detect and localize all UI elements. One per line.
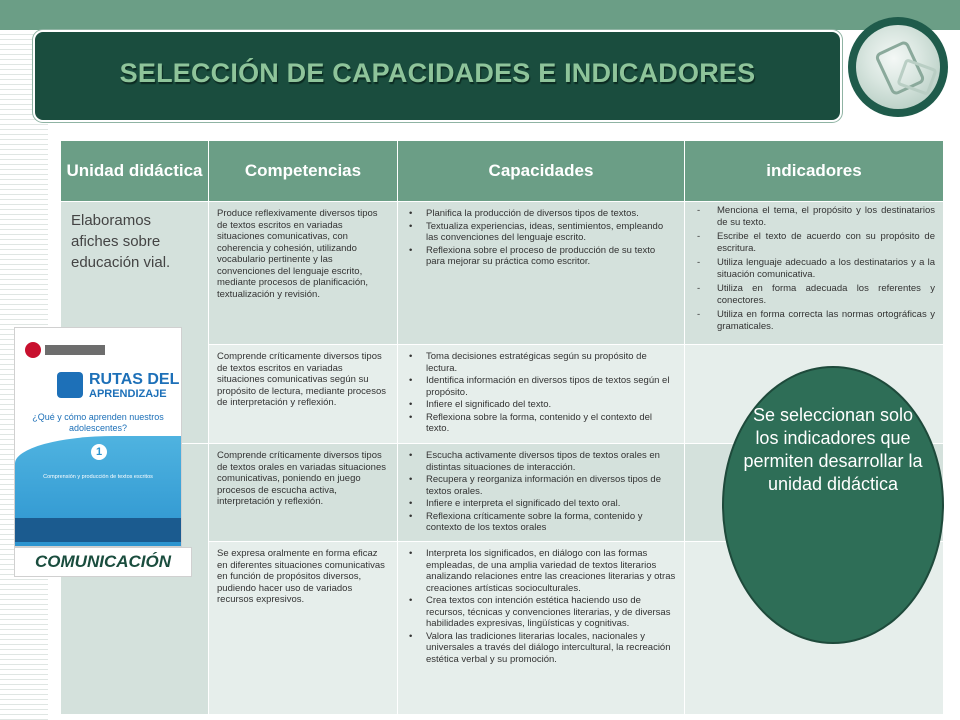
- capacidad-item: • Identifica información en diversos tipos de textos según el propósito.: [426, 375, 676, 398]
- indicador-item: - Utiliza en forma correcta las normas ortográficas y gramaticales.: [717, 309, 935, 332]
- book-number: 1: [91, 444, 107, 460]
- capacidad-item: • Crea textos con intención estética haciendo uso de recursos, técnicas y convenciones literarias, y de diversas habilidades expresivas, lingüísticas y cognitivas.: [426, 595, 676, 630]
- peru-shield-icon: [25, 342, 41, 358]
- header-unidad: Unidad didáctica: [61, 141, 209, 202]
- indicadores-cell: [685, 202, 944, 345]
- top-band: [0, 0, 960, 30]
- indicador-item: - Utiliza en forma adecuada los referentes y conectores.: [717, 283, 935, 306]
- unidad-cell: Elaboramos afiches sobre educación vial.: [61, 202, 209, 444]
- capacidades-cell: [398, 542, 685, 715]
- callout-text: Se seleccionan solo los indicadores que permiten desarrollar la unidad didáctica: [743, 405, 923, 494]
- circle-logo-icon: [848, 17, 948, 117]
- callout-bubble: [722, 366, 944, 644]
- book-title-line2: APRENDIZAJE: [89, 388, 167, 400]
- indicador-item: - Escribe el texto de acuerdo con su propósito de escritura.: [717, 231, 935, 254]
- competencia-cell: Se expresa oralmente en forma eficaz en diferentes situaciones comunicativas en función de propósitos diversos, pudiendo hacer uso de variados recursos expresivos.: [209, 542, 398, 715]
- capacidades-cell: [398, 345, 685, 444]
- capacidad-item: • Infiere e interpreta el significado del texto oral.: [426, 498, 676, 510]
- competencia-cell: Produce reflexivamente diversos tipos de textos escritos en variadas situaciones comunicativas, con coherencia y cohesión, utilizando vocabulario pertinente y las convenciones del lenguaje escrito, mediante procesos de planificación, textualización y revisión.: [209, 202, 398, 345]
- capacidad-item: • Valora las tradiciones literarias locales, nacionales y universales a través del diálogo intercultural, la recreación estética verbal y su promoción.: [426, 631, 676, 666]
- capacidad-item: • Planifica la producción de diversos tipos de textos.: [426, 208, 676, 220]
- slide-title: SELECCIÓN DE CAPACIDADES E INDICADORES: [119, 58, 756, 88]
- circle-logo-inner: [856, 25, 940, 109]
- table-row: [61, 202, 944, 345]
- competencia-cell: Comprende críticamente diversos tipos de textos orales en variadas situaciones comunicativas, poniendo en juego procesos de escucha activa, interpretación y reflexión.: [209, 444, 398, 542]
- header-competencias: Competencias: [209, 141, 398, 202]
- book-subtitle: Comprensión y producción de textos escritos: [43, 474, 153, 480]
- table-header-row: [61, 141, 944, 202]
- capacidad-item: • Escucha activamente diversos tipos de textos orales en distintas situaciones de interacción.: [426, 450, 676, 473]
- indicador-item: - Utiliza lenguaje adecuado a los destinatarios y a la situación comunicativa.: [717, 257, 935, 280]
- book-footer: [15, 518, 181, 542]
- ministry-logo-icon: [45, 345, 105, 355]
- competencia-cell: Comprende críticamente diversos tipos de textos escritos en variadas situaciones comunicativas según su propósito de lectura, mediante procesos de interpretación y reflexión.: [209, 345, 398, 444]
- indicador-item: - Menciona el tema, el propósito y los destinatarios de su texto.: [717, 205, 935, 228]
- capacidad-item: • Recupera y reorganiza información en diversos tipos de textos orales.: [426, 474, 676, 497]
- capacidad-item: • Textualiza experiencias, ideas, sentimientos, empleando las convenciones del lenguaje escrito.: [426, 221, 676, 244]
- capacidad-item: • Reflexiona sobre la forma, contenido y el contexto del texto.: [426, 412, 676, 435]
- capacidad-item: • Reflexiona sobre el proceso de producción de su texto para mejorar su práctica como escritor.: [426, 245, 676, 268]
- capacidades-cell: [398, 444, 685, 542]
- capacidad-item: • Toma decisiones estratégicas según su propósito de lectura.: [426, 351, 676, 374]
- book-title-line1: RUTAS DEL: [89, 371, 180, 388]
- capacidad-item: • Interpreta los significados, en diálogo con las formas empleadas, de una amplia variedad de textos literarios analizando relaciones entre las creaciones literarias y otras creaciones artísticas socioculturales.: [426, 548, 676, 594]
- capacidad-item: • Infiere el significado del texto.: [426, 399, 676, 411]
- book-question: ¿Qué y cómo aprenden nuestros adolescentes?: [32, 412, 164, 433]
- comunicacion-label: COMUNICACIÓN: [14, 547, 192, 577]
- capacidades-cell: [398, 202, 685, 345]
- header-capacidades: Capacidades: [398, 141, 685, 202]
- title-panel: [33, 30, 842, 122]
- book-cover-image: [14, 327, 182, 547]
- capacidad-item: • Reflexiona críticamente sobre la forma, contenido y contexto de los textos orales: [426, 511, 676, 534]
- ministry-logos: [25, 342, 115, 358]
- running-kids-icon: [57, 372, 83, 398]
- header-indicadores: indicadores: [685, 141, 944, 202]
